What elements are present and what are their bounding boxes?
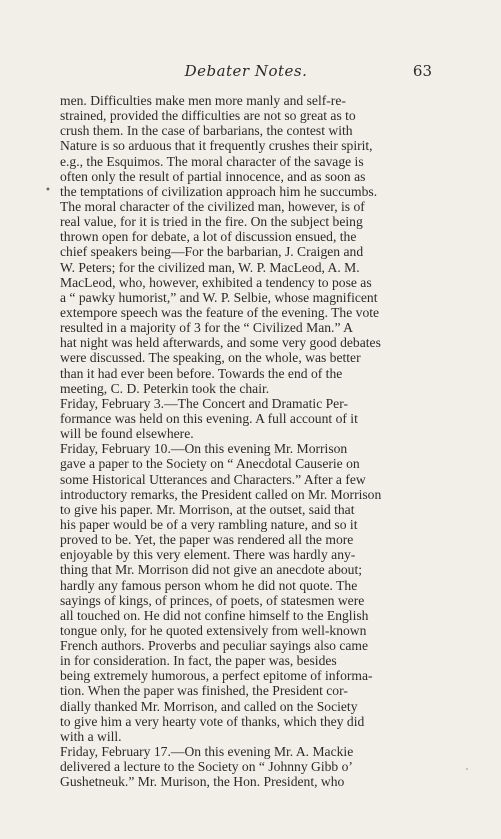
- text-line: in for consideration. In fact, the paper was, besides: [60, 653, 337, 669]
- page-header: [60, 62, 432, 84]
- text-line: men. Difficulties make men more manly and self-re-: [60, 93, 346, 108]
- text-line: tongue only, for he quoted extensively from well-known: [60, 622, 367, 638]
- text-line: W. Peters; for the civilized man, W. P. MacLeod, A. M.: [60, 259, 360, 275]
- text-line: Gushetneuk.” Mr. Murison, the Hon. President, who: [60, 774, 345, 790]
- text-line: gave a paper to the Society on “ Anecdotal Causerie on: [60, 456, 360, 472]
- text-line: to give him a very hearty vote of thanks, which they did: [60, 713, 365, 729]
- text-line: crush them. In the case of barbarians, the contest with: [60, 123, 353, 139]
- text-line: real value, for it is tried in the fire. On the subject being: [60, 214, 363, 230]
- page-number: 63: [412, 62, 432, 80]
- text-line: Friday, February 17.—On this evening Mr. A. Mackie: [60, 744, 354, 760]
- text-line: the temptations of civilization approach him he succumbs.: [60, 183, 378, 199]
- text-line: than it had ever been before. Towards the end of the: [60, 365, 343, 381]
- text-line: Friday, February 10.—On this evening Mr. Morrison: [60, 441, 348, 457]
- text-line: hat night was held afterwards, and some very good debates: [60, 335, 381, 351]
- text-line: Friday, February 3.—The Concert and Dramatic Per-: [60, 395, 348, 411]
- text-line: sayings of kings, of princes, of poets, of statesmen were: [60, 592, 365, 608]
- text-line: formance was held on this evening. A full account of it: [60, 410, 358, 426]
- text-line: meeting, C. D. Peterkin took the chair.: [60, 380, 270, 396]
- text-line: proved to be. Yet, the paper was rendered all the more: [60, 532, 354, 548]
- text-line: tion. When the paper was finished, the President cor-: [60, 683, 348, 699]
- text-line: were discussed. The speaking, on the whole, was better: [60, 350, 361, 366]
- text-line: some Historical Utterances and Characters.” After a few: [60, 471, 366, 487]
- text-line: with a will.: [60, 728, 122, 744]
- text-line: enjoyable by this very element. There was hardly any-: [60, 547, 356, 563]
- text-line: strained, provided the difficulties are not so great as to: [60, 108, 356, 124]
- text-line: thing that Mr. Morrison did not give an anecdote about;: [60, 562, 363, 578]
- text-line: hardly any famous person whom he did not quote. The: [60, 577, 358, 593]
- text-line: chief speakers being—For the barbarian, J. Craigen and: [60, 244, 364, 260]
- text-line: to give his paper. Mr. Morrison, at the outset, said that: [60, 501, 355, 517]
- margin-mark: •: [45, 185, 51, 196]
- text-line: being extremely humorous, a perfect epitome of informa-: [60, 668, 373, 684]
- running-title: Debater Notes.: [184, 62, 308, 80]
- text-line: delivered a lecture to the Society on “ Johnny Gibb o’: [60, 759, 353, 775]
- text-line: often only the result of partial innocence, and as soon as: [60, 168, 366, 184]
- text-line: thrown open for debate, a lot of discussion ensued, the: [60, 229, 357, 245]
- text-line: MacLeod, who, however, exhibited a tendency to pose as: [60, 274, 372, 290]
- text-line: dially thanked Mr. Morrison, and called on the Society: [60, 698, 358, 714]
- paper-speck: [466, 768, 468, 770]
- text-line: French authors. Proverbs and peculiar sayings also came: [60, 638, 369, 654]
- text-line: extempore speech was the feature of the evening. The vote: [60, 304, 380, 320]
- text-line: The moral character of the civilized man, however, is of: [60, 198, 365, 214]
- text-line: a “ pawky humorist,” and W. P. Selbie, whose magnificent: [60, 289, 378, 305]
- text-line: resulted in a majority of 3 for the “ Civilized Man.” A: [60, 320, 353, 336]
- text-line: will be found elsewhere.: [60, 426, 194, 442]
- text-line: his paper would be of a very rambling nature, and so it: [60, 516, 358, 532]
- text-line: all touched on. He did not confine himself to the English: [60, 607, 369, 623]
- text-line: e.g., the Esquimos. The moral character of the savage is: [60, 153, 364, 169]
- body-text: [60, 93, 432, 789]
- text-line: introductory remarks, the President called on Mr. Morrison: [60, 486, 382, 502]
- text-line: Nature is so arduous that it frequently crushes their spirit,: [60, 138, 373, 154]
